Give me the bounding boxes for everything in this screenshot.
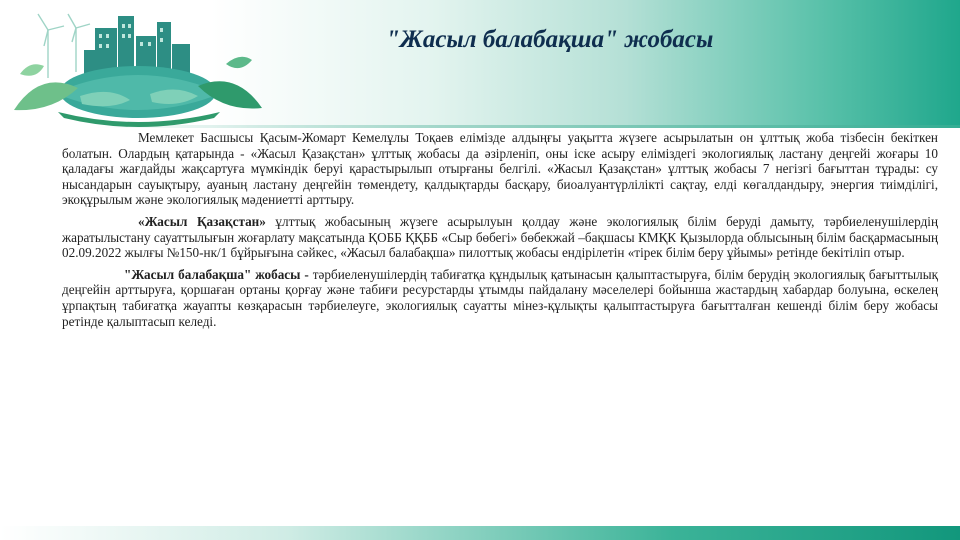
- paragraph-3-lead: "Жасыл балабақша" жобасы -: [124, 266, 309, 282]
- paragraph-2-text: ұлттық жобасының жүзеге асырылуын қолдау және экологиялық білім беруді дамыту, тәрбиеленушілердің жаратылыстану сауаттылығын жоғарлату мақсатында ҚОББ ҚҚББ «Сыр бөбегі» бөбекжай –бақшасы КМҚК Қызылорда облысының білім басқармасының 02.09.2022 жылғы №150-нк/1 бұйрығына сәйкес, «Жасыл балабақша» пилоттық жобасы ендірілетін «тірек білім беру ұйымы» ретінде бекітіліп отыр.: [62, 213, 939, 261]
- body-text: [62, 130, 938, 335]
- footer-band: [0, 526, 960, 540]
- green-city-globe-logo: [0, 0, 270, 128]
- paragraph-3-text: тәрбиеленушілердің табиғатқа құндылық қатынасын қалыптастыруға, білім берудің экологиялық бағыттылық деңгейін арттыруға, қоршаған ортаны қорғау және табиғи ресурстарды ұтымды пайдалану мәселелері бойынша жастардың хабардар болуына, өскелең ұрпақтың табиғатқа жауапты көзқарасын тәрбиелеуге, экологиялық сауатты мінез-құлықты қалыптастыруға бағытталған кешенді білім беру жобасы ретінде қалыптасып келеді.: [62, 266, 938, 329]
- paragraph-3: [62, 267, 938, 329]
- slide-title: "Жасыл балабақша" жобасы: [386, 26, 714, 53]
- paragraph-2-lead: «Жасыл Қазақстан»: [138, 213, 266, 229]
- paragraph-1-text: Мемлекет Басшысы Қасым-Жомарт Кемелұлы Тоқаев елімізде алдыңғы уақытта жүзеге асырылатын он ұлттық жоба тізбесін бекіткен болатын. Олардың қатарында - «Жасыл Қазақстан» ұлттық жобасы да әзірленіп, оны іске асыру еліміздегі экологиялық ластану деңгейі жоғары 10 қаладағы жағдайды жақсартуға мүмкіндік беруі қарастырылып отырғаны белгілі. «Жасыл Қазақстан» ұлттық жобасы 7 негізгі бағыттан тұрады: су нысандарын сауықтыру, ауаның ластану деңгейін төмендету, қалдықтарды басқару, биоалуантүрлілікті сақтау, елді көгалдандыру, энергия тиімділігі, экоқұрылым және экологиялық мәдениетті арттыру.: [62, 130, 938, 208]
- paragraph-1: [62, 130, 938, 208]
- paragraph-2: [62, 214, 938, 261]
